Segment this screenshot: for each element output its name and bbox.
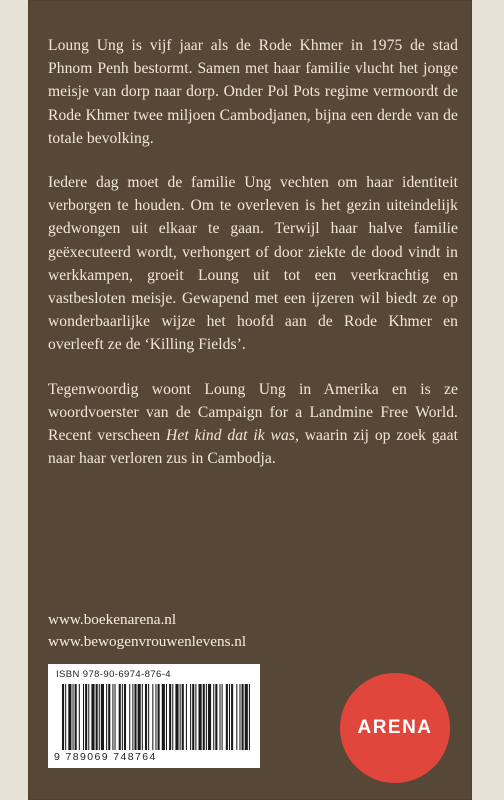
barcode-bar [148, 684, 149, 750]
arena-logo-text: ARENA [357, 717, 433, 738]
barcode-bar [155, 684, 156, 750]
barcode-bar [162, 684, 165, 750]
barcode-bar [62, 684, 64, 750]
barcode-bar [249, 684, 250, 750]
barcode-bar [239, 684, 240, 750]
blurb-paragraph-1: Loung Ung is vijf jaar als de Rode Khmer in 1975 de stad Phnom Penh bestormt. Samen met haar familie vlucht het jonge meisje van dorp naar dorp. Onder Pol Pots regime vermoordt de Rode Khmer twee miljoen Cambodjanen, bijna een derde van de totale bevolking. [48, 37, 458, 147]
website-links [48, 609, 308, 652]
barcode-bar [180, 684, 181, 750]
barcode-bar [226, 684, 228, 750]
barcode-bar [119, 684, 121, 750]
barcode-bar [186, 684, 187, 750]
barcode-bar [169, 684, 171, 750]
blurb-paragraph-2: Iedere dag moet de familie Ung vechten om haar identiteit verborgen te houden. Om te overleven is het gezin uiteindelijk gedwongen uit elkaar te gaan. Terwijl haar halve familie geëxecuteerd wordt, verhongert of door ziekte de dood vindt in werkkampen, groeit Loung uit tot een veerkrachtig en vastbesloten meisje. Gewapend met een ijzeren wil biedt ze op wonderbaarlijke wijze het hoofd aan de Rode Khmer en overleeft ze de ‘Killing Fields’. [48, 174, 458, 354]
barcode-bar [91, 684, 94, 750]
website-link-bewogenvrouwenlevens[interactable]: www.bewogenvrouwenlevens.nl [48, 632, 247, 650]
barcode-bar [101, 684, 104, 750]
barcode-bar [213, 684, 214, 750]
arena-publisher-logo [340, 673, 450, 783]
barcode-bar [73, 684, 74, 750]
barcode-bar [79, 684, 80, 750]
barcode-bar [175, 684, 178, 750]
barcode-bar [142, 684, 143, 750]
barcode-bar [83, 684, 84, 750]
barcode-bar [108, 684, 110, 750]
barcode-bar [158, 684, 160, 750]
barcode-bar [75, 684, 77, 750]
barcode-bar [245, 684, 248, 750]
barcode-bar [65, 684, 66, 750]
barcode-bar [203, 684, 205, 750]
barcode-bar [134, 684, 136, 750]
barcode-bar [236, 684, 237, 750]
barcode-bar [106, 684, 107, 750]
barcode-bar [129, 684, 130, 750]
barcode-bar [206, 684, 207, 750]
book-title-reference: Het kind dat ik was [166, 427, 295, 445]
barcode-bar [145, 684, 147, 750]
barcode-bars [60, 684, 252, 750]
barcode-bar [152, 684, 153, 750]
barcode-bar [222, 684, 223, 750]
barcode-bar [215, 684, 217, 750]
barcode-bar [208, 684, 211, 750]
barcode-bar [124, 684, 126, 750]
barcode-bar [99, 684, 100, 750]
barcode-bar [112, 684, 113, 750]
barcode-bar [220, 684, 221, 750]
barcode-bar [192, 684, 194, 750]
barcode-bar [122, 684, 123, 750]
barcode-bar [96, 684, 98, 750]
blurb-text [48, 34, 458, 470]
barcode-bar [138, 684, 141, 750]
barcode-bar [199, 684, 202, 750]
blurb-paragraph-3-end: , waarin zij op zoek gaat naar haar verloren zus in Cambodja. [48, 427, 459, 468]
barcode-bar [231, 684, 233, 750]
barcode-bar [68, 684, 71, 750]
barcode-bar [172, 684, 173, 750]
barcode-digits: 9 789069 748764 [54, 751, 157, 763]
barcode-bar [190, 684, 191, 750]
website-link-boekenarena[interactable]: www.boekenarena.nl [48, 611, 177, 628]
blurb-paragraph-3-start: Tegenwoordig woont Loung Ung in Amerika en is ze woordvoerster van de Campaign for a Landmine Free World. Recent verscheen [48, 380, 458, 445]
barcode-bar [88, 684, 89, 750]
blurb-paragraph-3 [48, 378, 458, 471]
isbn-number: ISBN 978-90-6974-876-4 [56, 669, 171, 680]
barcode-bar [115, 684, 116, 750]
barcode-bar [229, 684, 230, 750]
barcode-bar [85, 684, 87, 750]
barcode-bar [195, 684, 196, 750]
barcode-bar [242, 684, 244, 750]
barcode-bar [182, 684, 184, 750]
barcode-bar [166, 684, 167, 750]
barcode-box [48, 664, 260, 768]
barcode-bar [132, 684, 133, 750]
